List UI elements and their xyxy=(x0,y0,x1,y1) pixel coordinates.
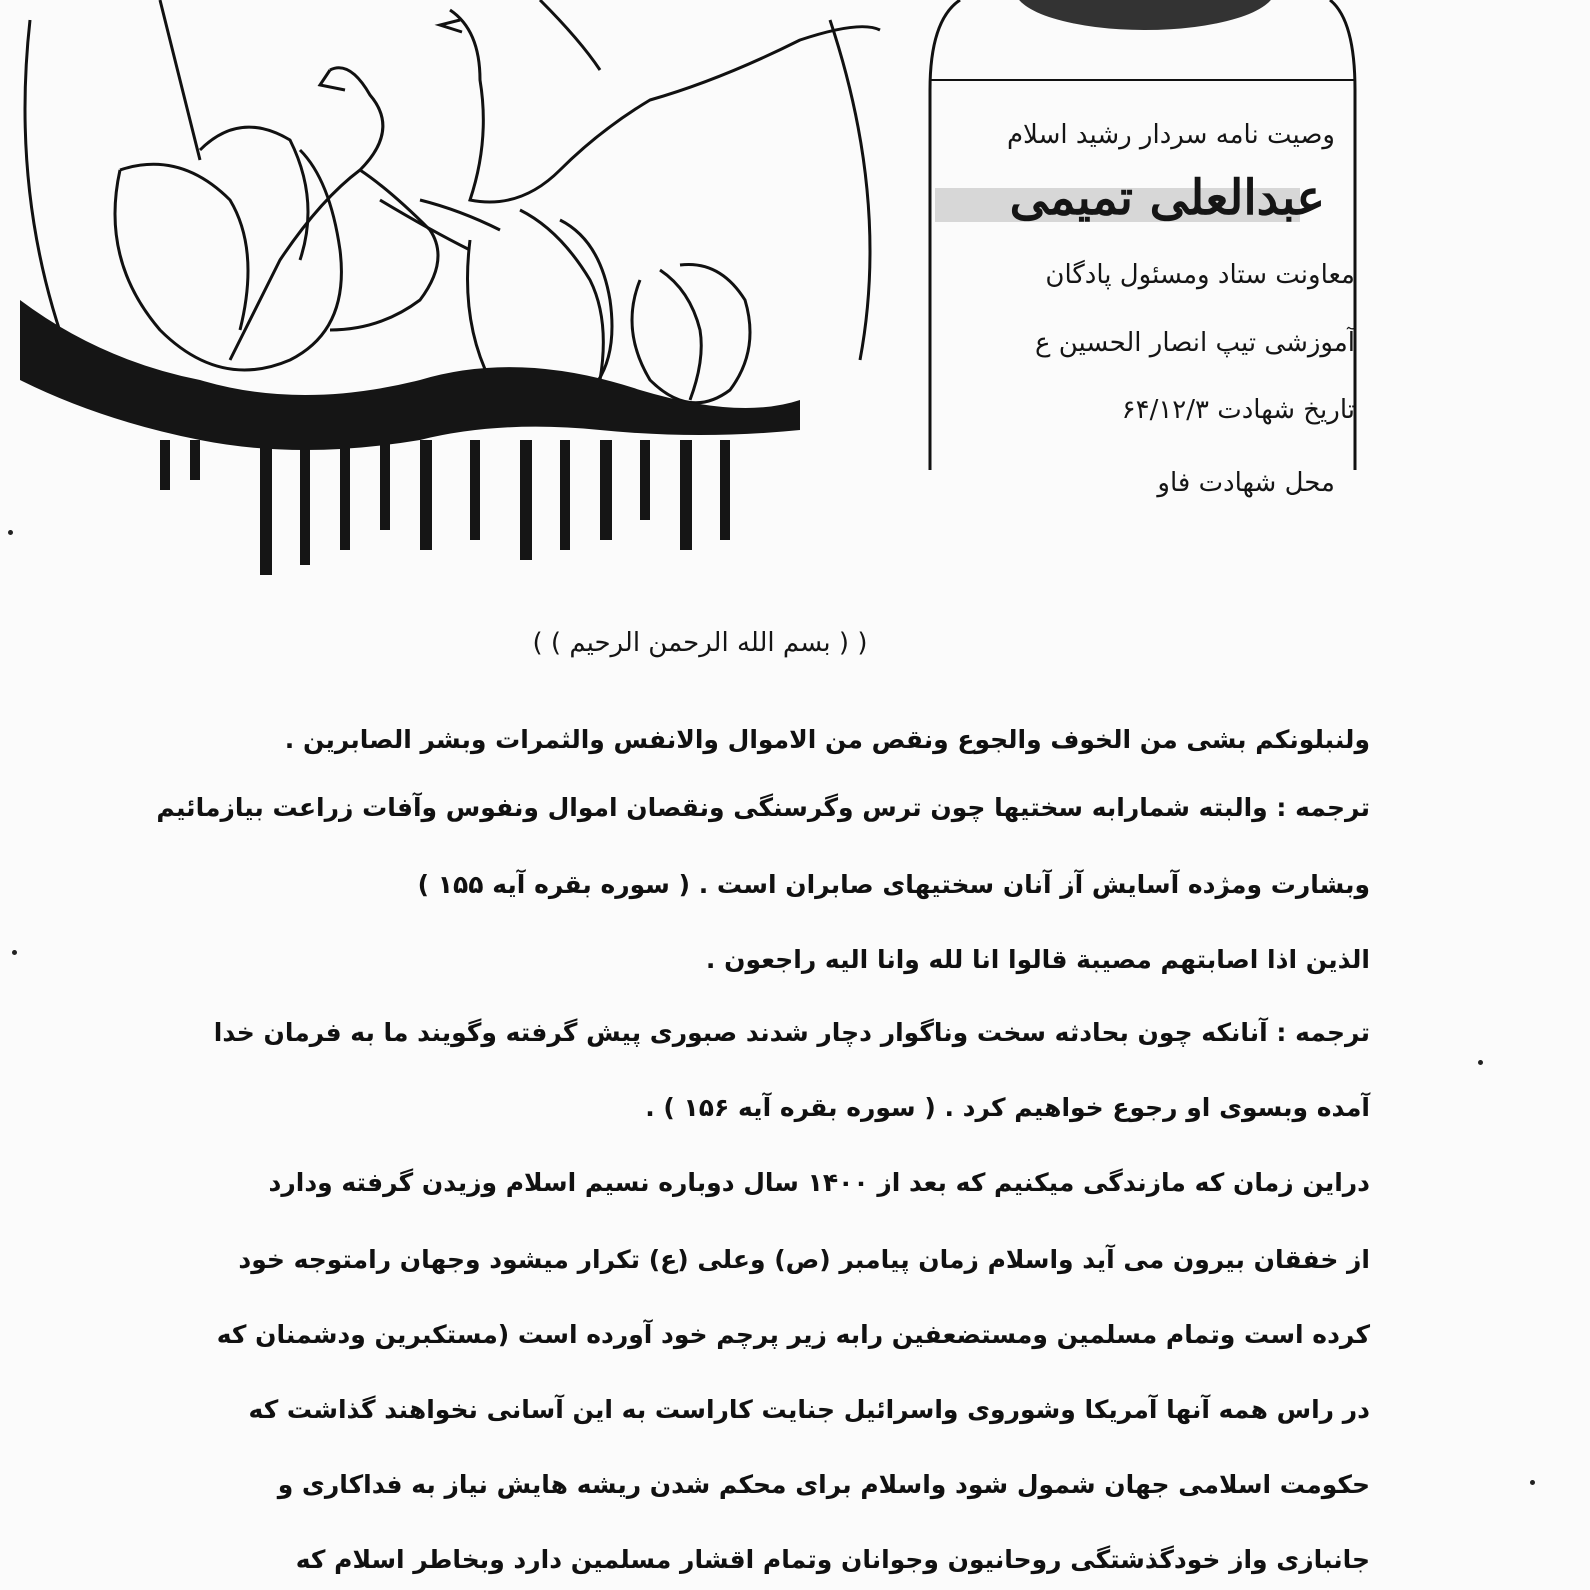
body-line: دراین زمان که مازندگی میکنیم که بعد از ۱۴۰۰ سال دوباره نسیم اسلام وزیدن گرفته ودارد xyxy=(268,1168,1370,1197)
body-line: حکومت اسلامی جهان شمول شود واسلام برای محکم شدن ریشه هایش نیاز به فداکاری و xyxy=(277,1470,1370,1499)
body-line: ولنبلونکم بشی من الخوف والجوع ونقص من الاموال والانفس والثمرات وبشر الصابرین . xyxy=(284,725,1370,754)
will-title: وصیت نامه سردار رشید اسلام xyxy=(1006,120,1335,150)
scan-speck xyxy=(1478,1060,1483,1065)
illustration-drawing xyxy=(25,0,880,407)
martyrdom-date: تاریخ شهادت ۶۴/۱۲/۳ xyxy=(1121,395,1355,425)
body-line: الذین اذا اصابتهم مصیبة قالوا انا لله وانا الیه راجعون . xyxy=(705,945,1370,974)
body-line: ترجمه : والبته شمارابه سختیها چون ترس وگرسنگی ونقصان اموال ونفوس وآفات زراعت بیازمائیم xyxy=(156,793,1370,822)
position-line: معاونت ستاد ومسئول پادگان xyxy=(1045,260,1355,290)
scan-speck xyxy=(8,530,13,535)
bismillah-heading: ( ( بسم الله الرحمن الرحیم ) ) xyxy=(532,628,868,658)
body-line: در راس همه آنها آمریکا وشوروی واسرائیل جنایت کاراست به این آسانی نخواهند گذاشت که xyxy=(248,1395,1370,1424)
scan-speck xyxy=(12,950,17,955)
body-line: کرده است وتمام مسلمین ومستضعفین رابه زیر پرچم خود آورده است (مستکبرین ودشمنان که xyxy=(216,1320,1370,1349)
martyrdom-place: محل شهادت فاو xyxy=(1157,468,1335,498)
body-line: از خفقان بیرون می آید واسلام زمان پیامبر (ص) وعلی (ع) تکرار میشود وجهان رامتوجه خود xyxy=(238,1245,1370,1274)
ink-drips xyxy=(20,300,800,575)
body-line: آمده وبسوی او رجوع خواهیم کرد . ( سوره بقره آیه ۱۵۶ ) . xyxy=(645,1093,1370,1122)
body-line: جانبازی واز خودگذشتگی روحانیون وجوانان وتمام اقشار مسلمین دارد وبخاطر اسلام که xyxy=(295,1545,1370,1574)
scan-speck xyxy=(1530,1480,1535,1485)
body-line: وبشارت ومژده آسایش آز آنان سختیهای صابران است . ( سوره بقره آیه ۱۵۵ ) xyxy=(417,870,1370,899)
body-line: ترجمه : آنانکه چون بحادثه سخت وناگوار دچار شدند صبوری پیش گرفته وگویند ما به فرمان خدا xyxy=(213,1018,1370,1047)
martyr-name: عبدالعلی تمیمی xyxy=(1009,170,1325,226)
doves-tulips-illustration xyxy=(0,0,900,600)
portrait-medallion xyxy=(1015,0,1275,30)
unit-line: آموزشی تیپ انصار الحسین ع xyxy=(1034,328,1355,358)
